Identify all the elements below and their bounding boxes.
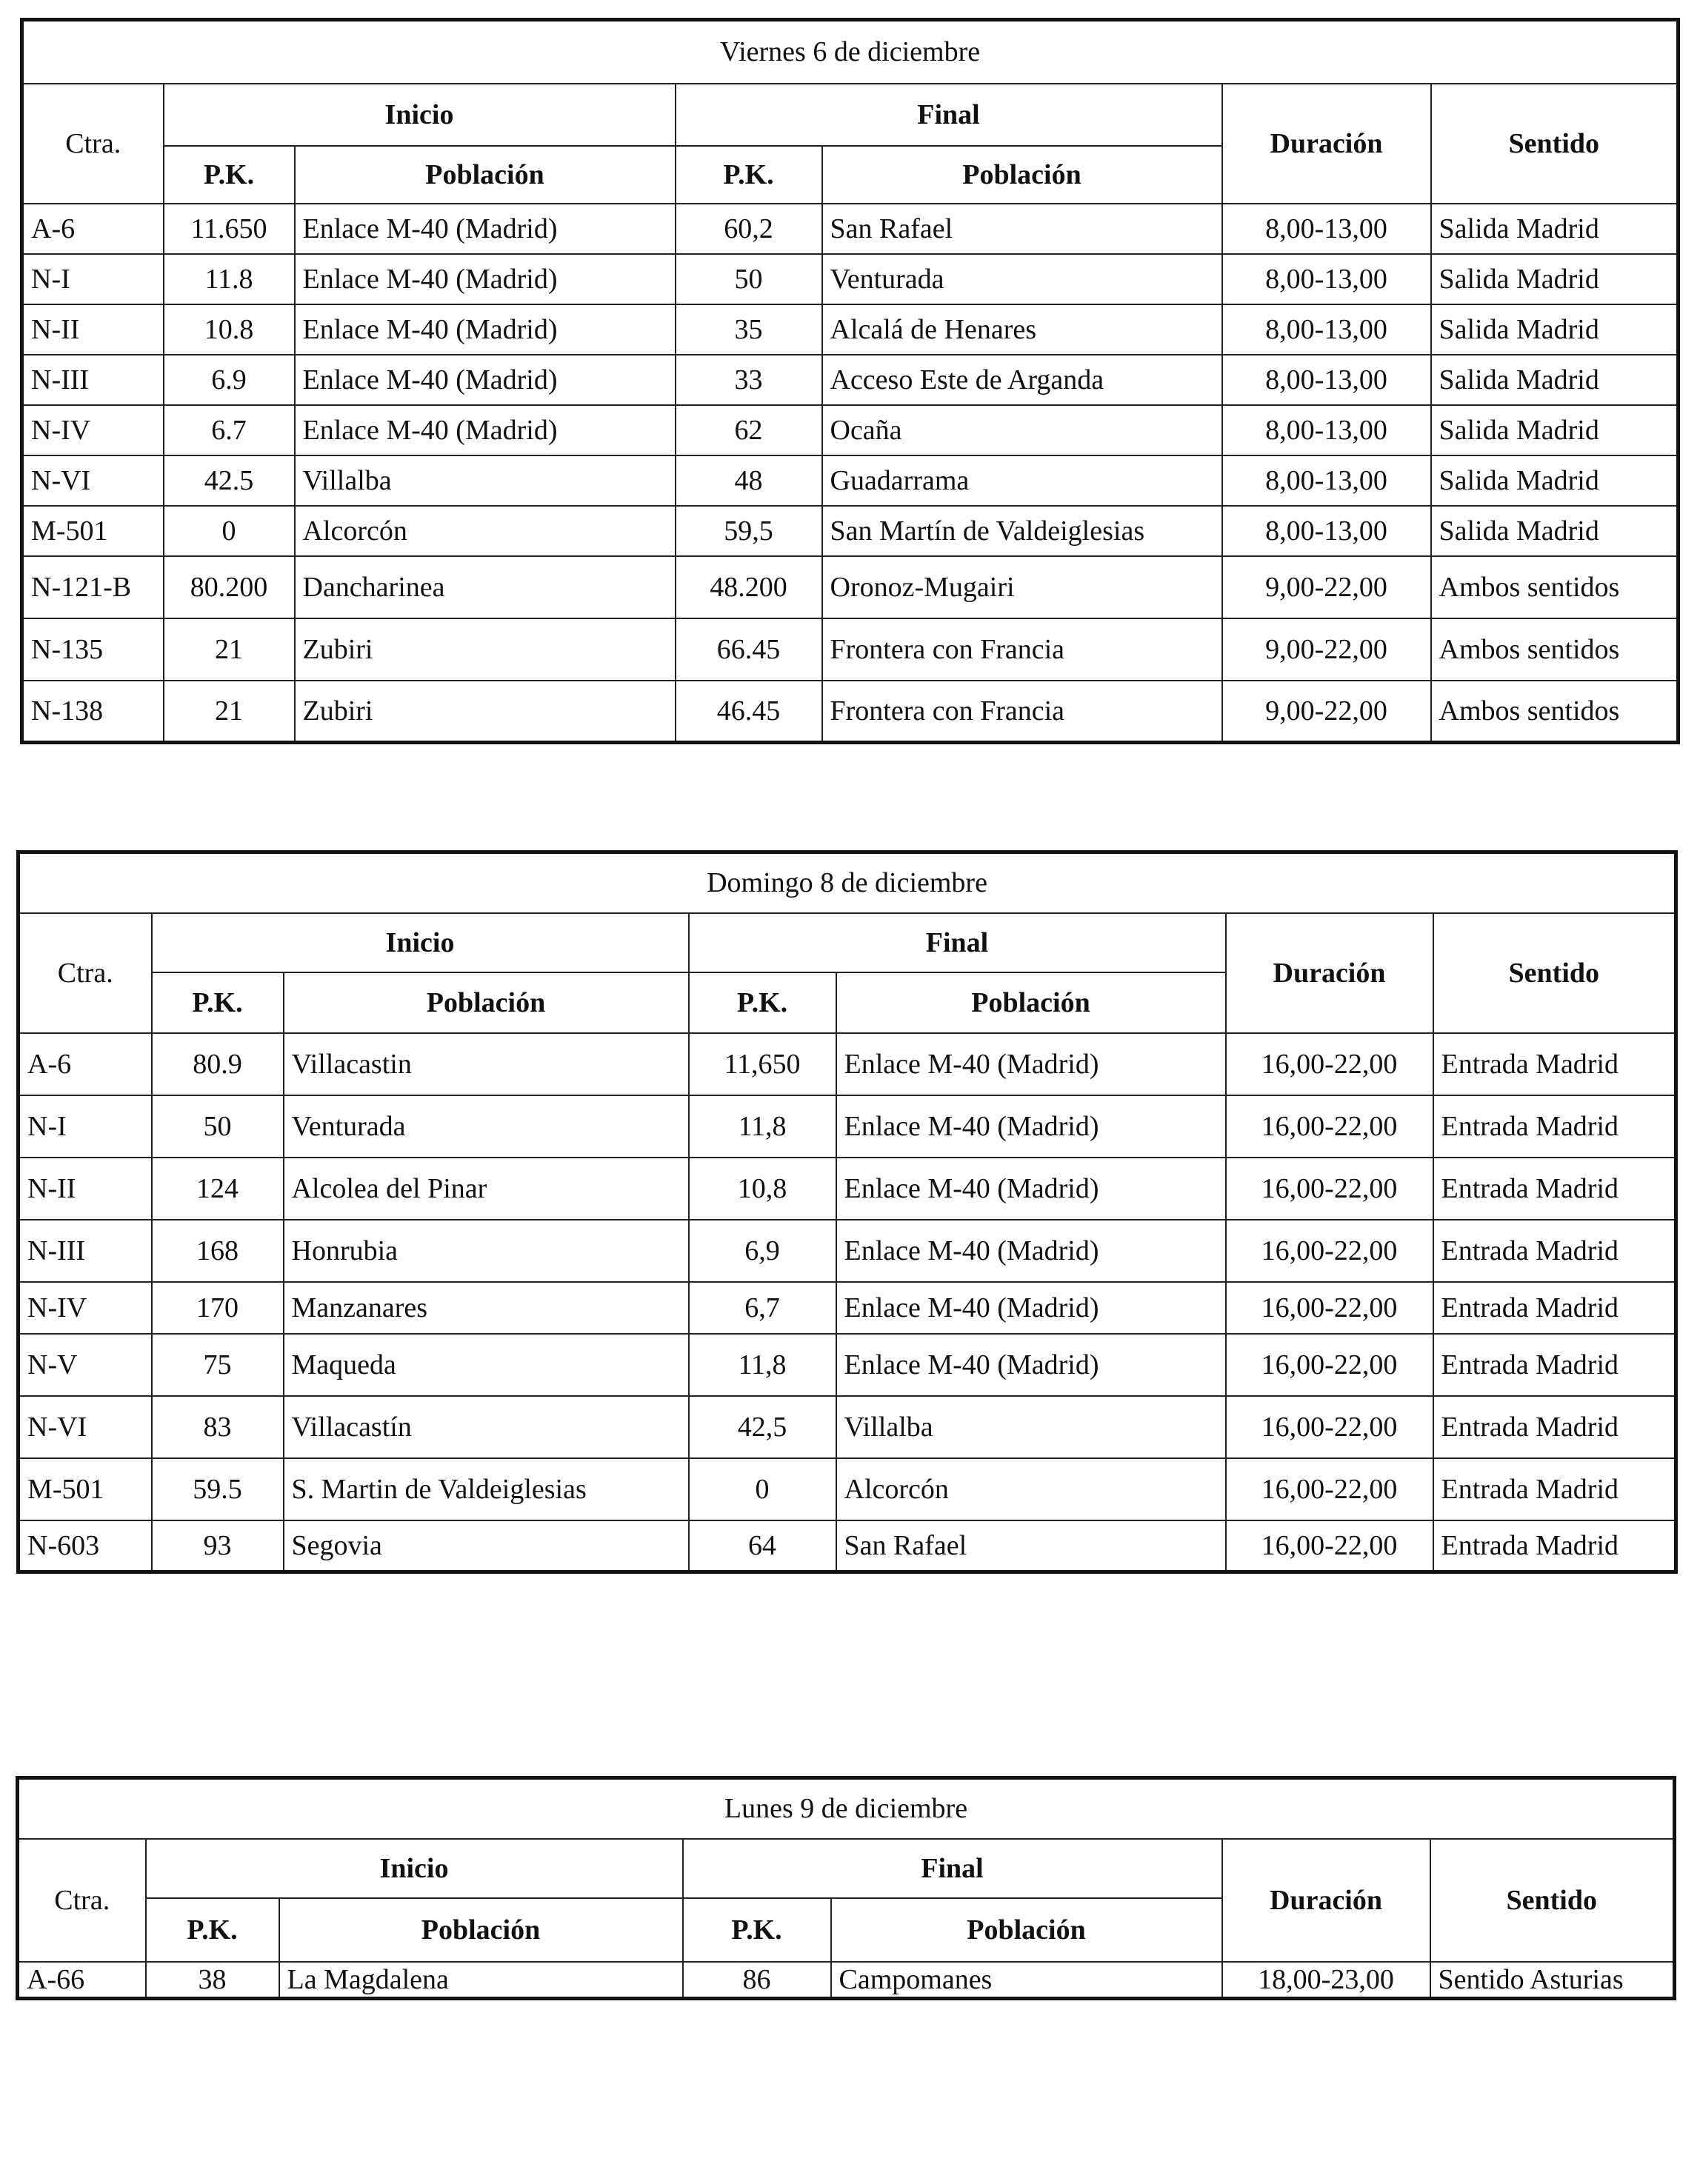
ctra-cell: N-135 — [22, 618, 164, 681]
final-poblacion-cell: Acceso Este de Arganda — [822, 355, 1222, 405]
duracion-cell: 8,00-13,00 — [1222, 506, 1431, 556]
final-pk-cell: 59,5 — [676, 506, 822, 556]
table-row — [18, 1962, 1675, 1999]
inicio-poblacion-cell: Segovia — [284, 1520, 689, 1572]
final-poblacion-cell: Alcalá de Henares — [822, 304, 1222, 355]
ctra-header: Ctra. — [22, 84, 164, 204]
ctra-cell: A-6 — [19, 1033, 152, 1095]
final-pk-header: P.K. — [676, 146, 822, 204]
sentido-cell: Ambos sentidos — [1431, 556, 1679, 618]
inicio-pk-header: P.K. — [164, 146, 295, 204]
sentido-cell: Entrada Madrid — [1433, 1158, 1676, 1220]
inicio-poblacion-cell: Villacastin — [284, 1033, 689, 1095]
ctra-cell: N-I — [19, 1095, 152, 1158]
duracion-cell: 16,00-22,00 — [1226, 1458, 1433, 1520]
final-pk-cell: 62 — [676, 405, 822, 455]
table-row — [19, 1334, 1676, 1396]
sentido-cell: Entrada Madrid — [1433, 1282, 1676, 1334]
table-row — [22, 556, 1679, 618]
duracion-header: Duración — [1226, 913, 1433, 1033]
final-poblacion-cell: Enlace M-40 (Madrid) — [836, 1095, 1226, 1158]
final-poblacion-cell: Venturada — [822, 254, 1222, 304]
final-pk-cell: 35 — [676, 304, 822, 355]
final-pk-cell: 11,650 — [689, 1033, 836, 1095]
ctra-header: Ctra. — [19, 913, 152, 1033]
final-pk-cell: 50 — [676, 254, 822, 304]
final-poblacion-cell: Ocaña — [822, 405, 1222, 455]
inicio-pk-cell: 42.5 — [164, 455, 295, 506]
final-poblacion-cell: Villalba — [836, 1396, 1226, 1458]
sentido-cell: Salida Madrid — [1431, 304, 1679, 355]
duracion-header: Duración — [1222, 1839, 1430, 1962]
duracion-cell: 16,00-22,00 — [1226, 1282, 1433, 1334]
inicio-pk-cell: 10.8 — [164, 304, 295, 355]
final-poblacion-cell: Enlace M-40 (Madrid) — [836, 1220, 1226, 1282]
inicio-poblacion-header: Población — [284, 972, 689, 1033]
ctra-cell: N-IV — [22, 405, 164, 455]
ctra-cell: N-138 — [22, 681, 164, 743]
sentido-cell: Entrada Madrid — [1433, 1033, 1676, 1095]
inicio-pk-cell: 21 — [164, 681, 295, 743]
ctra-cell: N-VI — [22, 455, 164, 506]
duracion-cell: 9,00-22,00 — [1222, 618, 1431, 681]
final-poblacion-header: Población — [836, 972, 1226, 1033]
final-pk-cell: 42,5 — [689, 1396, 836, 1458]
final-pk-cell: 6,9 — [689, 1220, 836, 1282]
sentido-cell: Salida Madrid — [1431, 405, 1679, 455]
table-row — [22, 304, 1679, 355]
table-row — [22, 355, 1679, 405]
ctra-cell: N-VI — [19, 1396, 152, 1458]
final-poblacion-cell: Enlace M-40 (Madrid) — [836, 1158, 1226, 1220]
inicio-pk-cell: 83 — [152, 1396, 284, 1458]
duracion-cell: 16,00-22,00 — [1226, 1033, 1433, 1095]
inicio-poblacion-header: Población — [279, 1898, 683, 1962]
inicio-poblacion-cell: Enlace M-40 (Madrid) — [295, 204, 676, 254]
final-poblacion-cell: San Martín de Valdeiglesias — [822, 506, 1222, 556]
sentido-cell: Entrada Madrid — [1433, 1220, 1676, 1282]
inicio-header: Inicio — [146, 1839, 683, 1898]
table-row — [19, 1158, 1676, 1220]
duracion-cell: 8,00-13,00 — [1222, 254, 1431, 304]
final-pk-cell: 0 — [689, 1458, 836, 1520]
ctra-header: Ctra. — [18, 1839, 146, 1962]
inicio-poblacion-cell: Honrubia — [284, 1220, 689, 1282]
inicio-pk-cell: 93 — [152, 1520, 284, 1572]
schedule-table-lunes — [16, 1776, 1676, 2000]
sentido-cell: Entrada Madrid — [1433, 1334, 1676, 1396]
inicio-poblacion-cell: La Magdalena — [279, 1962, 683, 1999]
inicio-poblacion-cell: Alcolea del Pinar — [284, 1158, 689, 1220]
duracion-cell: 16,00-22,00 — [1226, 1396, 1433, 1458]
final-pk-cell: 11,8 — [689, 1334, 836, 1396]
final-header: Final — [676, 84, 1222, 146]
final-poblacion-cell: Enlace M-40 (Madrid) — [836, 1334, 1226, 1396]
sentido-cell: Sentido Asturias — [1430, 1962, 1675, 1999]
sentido-cell: Entrada Madrid — [1433, 1396, 1676, 1458]
inicio-poblacion-header: Población — [295, 146, 676, 204]
table-row — [22, 405, 1679, 455]
final-poblacion-cell: Campomanes — [831, 1962, 1222, 1999]
table-row — [19, 1095, 1676, 1158]
sentido-header: Sentido — [1433, 913, 1676, 1033]
sentido-header: Sentido — [1431, 84, 1679, 204]
inicio-poblacion-cell: Maqueda — [284, 1334, 689, 1396]
ctra-cell: N-I — [22, 254, 164, 304]
ctra-cell: M-501 — [22, 506, 164, 556]
inicio-pk-header: P.K. — [146, 1898, 279, 1962]
inicio-poblacion-cell: Zubiri — [295, 618, 676, 681]
final-poblacion-cell: San Rafael — [836, 1520, 1226, 1572]
final-header: Final — [683, 1839, 1222, 1898]
final-poblacion-cell: Alcorcón — [836, 1458, 1226, 1520]
sentido-cell: Ambos sentidos — [1431, 681, 1679, 743]
table-row — [22, 204, 1679, 254]
sentido-cell: Entrada Madrid — [1433, 1458, 1676, 1520]
duracion-cell: 16,00-22,00 — [1226, 1158, 1433, 1220]
ctra-cell: N-II — [22, 304, 164, 355]
day-title: Viernes 6 de diciembre — [22, 20, 1679, 84]
ctra-cell: A-66 — [18, 1962, 146, 1999]
inicio-poblacion-cell: Enlace M-40 (Madrid) — [295, 254, 676, 304]
inicio-poblacion-cell: Dancharinea — [295, 556, 676, 618]
inicio-poblacion-cell: Villalba — [295, 455, 676, 506]
inicio-pk-cell: 6.7 — [164, 405, 295, 455]
table-row — [22, 455, 1679, 506]
inicio-pk-cell: 38 — [146, 1962, 279, 1999]
inicio-poblacion-cell: Venturada — [284, 1095, 689, 1158]
final-poblacion-cell: Oronoz-Mugairi — [822, 556, 1222, 618]
ctra-cell: A-6 — [22, 204, 164, 254]
final-pk-cell: 48.200 — [676, 556, 822, 618]
final-pk-header: P.K. — [689, 972, 836, 1033]
duracion-cell: 8,00-13,00 — [1222, 405, 1431, 455]
final-poblacion-cell: Enlace M-40 (Madrid) — [836, 1282, 1226, 1334]
day-title: Domingo 8 de diciembre — [19, 852, 1676, 913]
table-row — [22, 254, 1679, 304]
final-poblacion-cell: Frontera con Francia — [822, 618, 1222, 681]
inicio-header: Inicio — [152, 913, 689, 972]
final-pk-cell: 60,2 — [676, 204, 822, 254]
inicio-poblacion-cell: Enlace M-40 (Madrid) — [295, 355, 676, 405]
table-row — [19, 1033, 1676, 1095]
ctra-cell: M-501 — [19, 1458, 152, 1520]
duracion-cell: 18,00-23,00 — [1222, 1962, 1430, 1999]
ctra-cell: N-III — [19, 1220, 152, 1282]
inicio-pk-cell: 11.650 — [164, 204, 295, 254]
inicio-pk-cell: 170 — [152, 1282, 284, 1334]
final-pk-cell: 86 — [683, 1962, 831, 1999]
ctra-cell: N-V — [19, 1334, 152, 1396]
duracion-cell: 16,00-22,00 — [1226, 1095, 1433, 1158]
duracion-cell: 16,00-22,00 — [1226, 1520, 1433, 1572]
inicio-pk-cell: 6.9 — [164, 355, 295, 405]
inicio-poblacion-cell: Alcorcón — [295, 506, 676, 556]
inicio-poblacion-cell: Zubiri — [295, 681, 676, 743]
final-pk-cell: 48 — [676, 455, 822, 506]
sentido-cell: Ambos sentidos — [1431, 618, 1679, 681]
final-pk-cell: 11,8 — [689, 1095, 836, 1158]
sentido-cell: Salida Madrid — [1431, 506, 1679, 556]
duracion-cell: 8,00-13,00 — [1222, 204, 1431, 254]
inicio-header: Inicio — [164, 84, 676, 146]
final-poblacion-cell: Guadarrama — [822, 455, 1222, 506]
final-pk-header: P.K. — [683, 1898, 831, 1962]
final-pk-cell: 64 — [689, 1520, 836, 1572]
sentido-cell: Salida Madrid — [1431, 455, 1679, 506]
inicio-poblacion-cell: Enlace M-40 (Madrid) — [295, 304, 676, 355]
final-pk-cell: 33 — [676, 355, 822, 405]
duracion-cell: 8,00-13,00 — [1222, 455, 1431, 506]
final-pk-cell: 46.45 — [676, 681, 822, 743]
final-poblacion-cell: Enlace M-40 (Madrid) — [836, 1033, 1226, 1095]
inicio-pk-cell: 124 — [152, 1158, 284, 1220]
inicio-poblacion-cell: Manzanares — [284, 1282, 689, 1334]
inicio-pk-cell: 80.9 — [152, 1033, 284, 1095]
inicio-poblacion-cell: S. Martin de Valdeiglesias — [284, 1458, 689, 1520]
table-row — [19, 1396, 1676, 1458]
sentido-cell: Salida Madrid — [1431, 254, 1679, 304]
final-pk-cell: 6,7 — [689, 1282, 836, 1334]
duracion-cell: 9,00-22,00 — [1222, 556, 1431, 618]
inicio-poblacion-cell: Enlace M-40 (Madrid) — [295, 405, 676, 455]
sentido-cell: Entrada Madrid — [1433, 1095, 1676, 1158]
ctra-cell: N-121-B — [22, 556, 164, 618]
ctra-cell: N-603 — [19, 1520, 152, 1572]
table-row — [19, 1520, 1676, 1572]
final-pk-cell: 10,8 — [689, 1158, 836, 1220]
sentido-cell: Entrada Madrid — [1433, 1520, 1676, 1572]
table-row — [19, 1220, 1676, 1282]
ctra-cell: N-III — [22, 355, 164, 405]
day-title: Lunes 9 de diciembre — [18, 1778, 1675, 1839]
inicio-pk-cell: 0 — [164, 506, 295, 556]
inicio-pk-header: P.K. — [152, 972, 284, 1033]
ctra-cell: N-IV — [19, 1282, 152, 1334]
inicio-pk-cell: 168 — [152, 1220, 284, 1282]
duracion-cell: 16,00-22,00 — [1226, 1220, 1433, 1282]
final-poblacion-header: Población — [831, 1898, 1222, 1962]
table-row — [19, 1282, 1676, 1334]
inicio-pk-cell: 59.5 — [152, 1458, 284, 1520]
duracion-cell: 9,00-22,00 — [1222, 681, 1431, 743]
final-poblacion-cell: Frontera con Francia — [822, 681, 1222, 743]
inicio-pk-cell: 80.200 — [164, 556, 295, 618]
final-pk-cell: 66.45 — [676, 618, 822, 681]
final-poblacion-cell: San Rafael — [822, 204, 1222, 254]
table-row — [22, 506, 1679, 556]
inicio-pk-cell: 75 — [152, 1334, 284, 1396]
schedule-table-domingo — [16, 850, 1678, 1574]
inicio-pk-cell: 11.8 — [164, 254, 295, 304]
final-header: Final — [689, 913, 1226, 972]
duracion-header: Duración — [1222, 84, 1431, 204]
schedule-table-viernes — [20, 18, 1680, 744]
inicio-poblacion-cell: Villacastín — [284, 1396, 689, 1458]
inicio-pk-cell: 21 — [164, 618, 295, 681]
final-poblacion-header: Población — [822, 146, 1222, 204]
duracion-cell: 8,00-13,00 — [1222, 304, 1431, 355]
table-row — [19, 1458, 1676, 1520]
sentido-header: Sentido — [1430, 1839, 1675, 1962]
ctra-cell: N-II — [19, 1158, 152, 1220]
duracion-cell: 16,00-22,00 — [1226, 1334, 1433, 1396]
sentido-cell: Salida Madrid — [1431, 204, 1679, 254]
table-row — [22, 618, 1679, 681]
duracion-cell: 8,00-13,00 — [1222, 355, 1431, 405]
table-row — [22, 681, 1679, 743]
inicio-pk-cell: 50 — [152, 1095, 284, 1158]
sentido-cell: Salida Madrid — [1431, 355, 1679, 405]
